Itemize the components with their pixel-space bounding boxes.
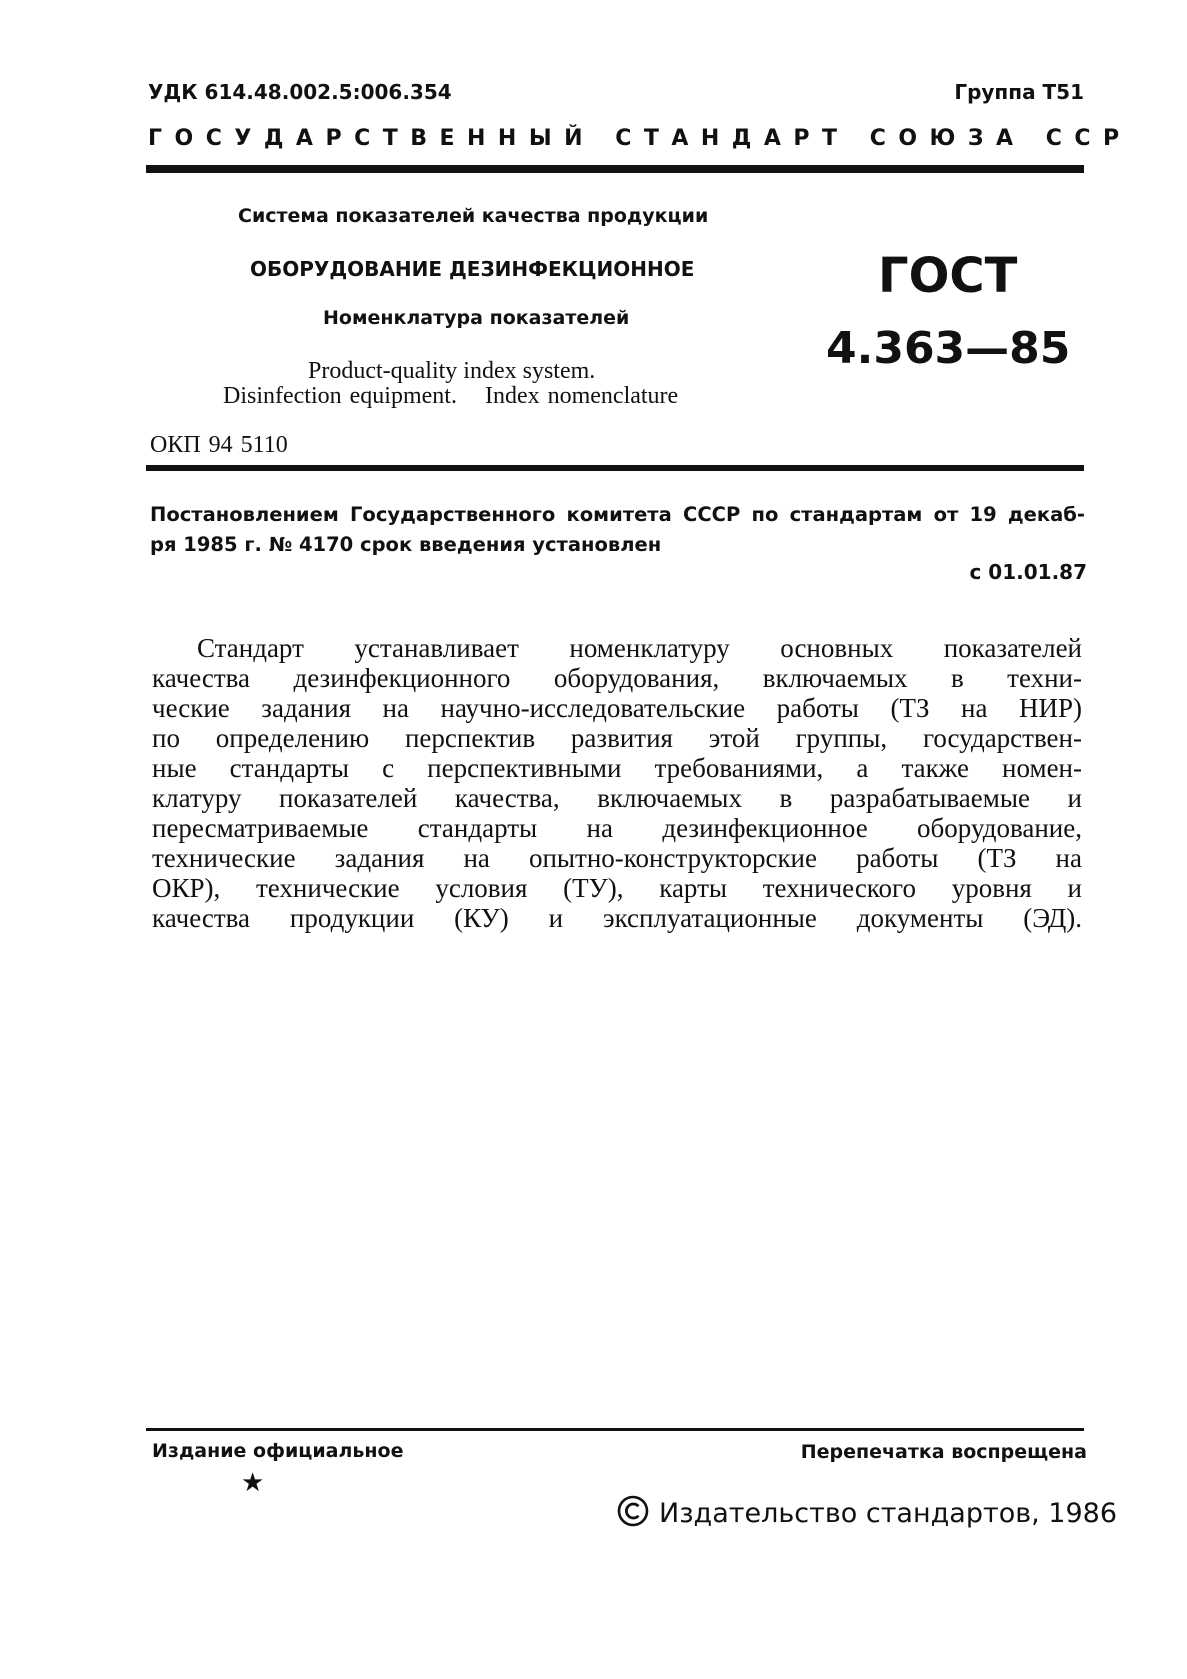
body-line: технические задания на опытно-конструкторские работы (ТЗ на (152, 843, 1082, 873)
publisher-text: Издательство стандартов, 1986 (659, 1498, 1118, 1529)
english-title-line2 (223, 383, 678, 410)
decree-paragraph (150, 500, 1085, 560)
body-paragraph (152, 633, 1082, 933)
state-standard-heading: ГОСУДАРСТВЕННЫЙ СТАНДАРТ СОЮЗА ССР (148, 126, 1132, 151)
body-line: пересматриваемые стандарты на дезинфекционное оборудование, (152, 813, 1082, 843)
body-line: ОКР), технические условия (ТУ), карты технического уровня и (152, 873, 1082, 903)
effective-date: с 01.01.87 (969, 560, 1087, 584)
udk-code: УДК 614.48.002.5:006.354 (148, 80, 452, 104)
official-edition-label: Издание официальное (152, 1440, 404, 1462)
system-title: Система показателей качества продукции (238, 205, 709, 227)
decree-line: Постановлением Государственного комитета СССР по стандартам от 19 декаб- (150, 503, 1085, 526)
middle-rule (146, 465, 1084, 471)
body-line: по определению перспектив развития этой группы, государствен- (152, 723, 1082, 753)
english-title-part1: Disinfection equipment. (223, 383, 457, 409)
decree-line: ря 1985 г. № 4170 срок введения установлен (150, 533, 662, 556)
gost-label: ГОСТ (878, 248, 1018, 304)
group-code: Группа Т51 (954, 80, 1084, 104)
top-rule (146, 165, 1084, 173)
product-title: ОБОРУДОВАНИЕ ДЕЗИНФЕКЦИОННОЕ (250, 257, 695, 281)
reprint-prohibited-label: Перепечатка воспрещена (800, 1441, 1087, 1463)
publisher-line (617, 1495, 1117, 1529)
body-line: качества продукции (КУ) и эксплуатационные документы (ЭД). (152, 903, 1082, 933)
body-line: Стандарт устанавливает номенклатуру основных показателей (197, 633, 1082, 663)
body-line: качества дезинфекционного оборудования, включаемых в техни- (152, 663, 1082, 693)
nomenclature-subtitle: Номенклатура показателей (323, 307, 630, 329)
english-title-line1: Product-quality index system. (308, 358, 596, 384)
bottom-rule (146, 1428, 1084, 1431)
star-mark: ★ (241, 1468, 265, 1498)
copyright-icon (617, 1495, 649, 1527)
body-line: клатуру показателей качества, включаемых в разрабатываемые и (152, 783, 1082, 813)
gost-number: 4.363—85 (826, 323, 1071, 374)
body-line: ческие задания на научно-исследовательские работы (ТЗ на НИР) (152, 693, 1082, 723)
english-title-part2: Index nomenclature (484, 383, 679, 409)
body-line: ные стандарты с перспективными требованиями, а также номен- (152, 753, 1082, 783)
okp-code: ОКП 94 5110 (150, 432, 288, 458)
